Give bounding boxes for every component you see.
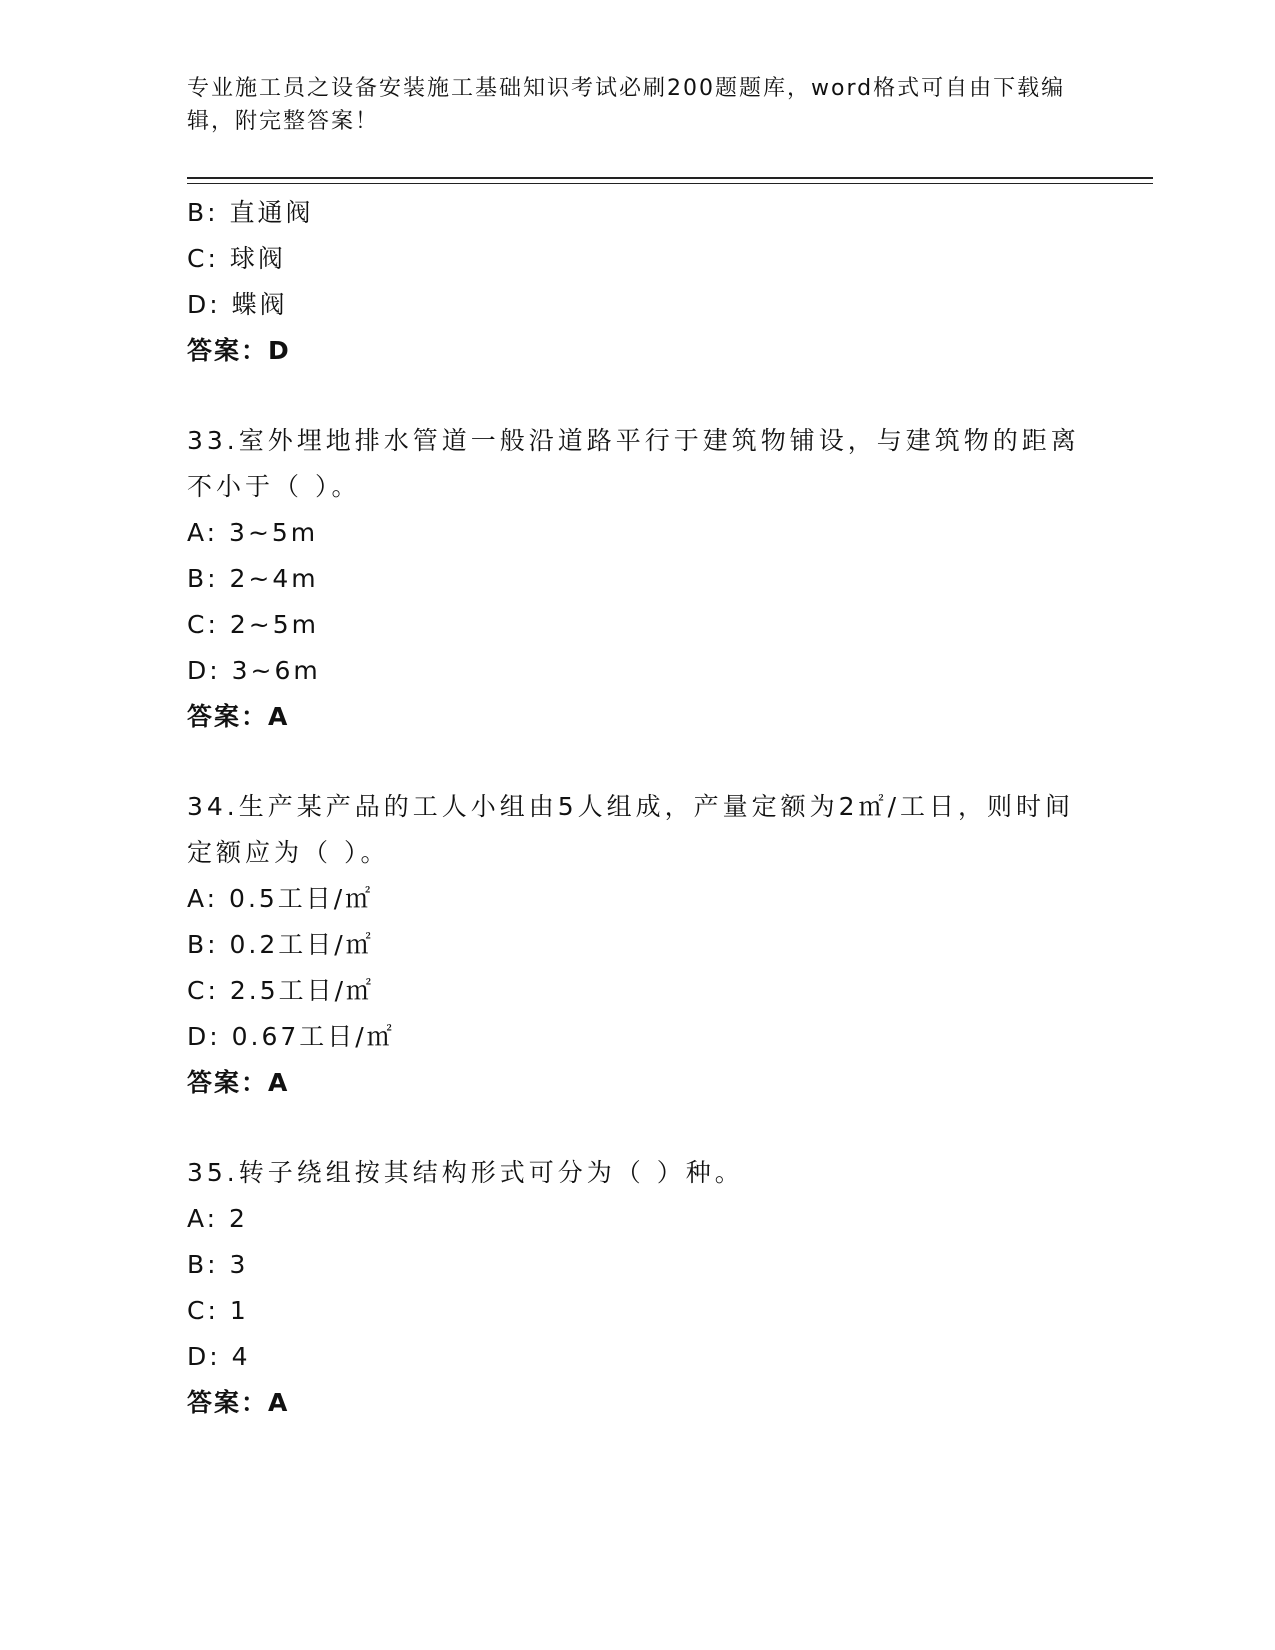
answer-line: 答案：D (187, 336, 291, 365)
answer-line: 答案：A (187, 1388, 290, 1417)
option-a: A: 0.5工日/㎡ (187, 884, 374, 913)
option-c: C: 1 (187, 1296, 249, 1325)
answer-line: 答案：A (187, 1068, 290, 1097)
header-divider-thin (187, 183, 1153, 184)
question-text: 34.生产某产品的工人小组由5人组成，产量定额为2㎡/工日，则时间定额应为（ ）。 (187, 792, 1074, 867)
question-32-partial (187, 190, 1087, 374)
document-header: 专业施工员之设备安装施工基础知识考试必刷200题题库，word格式可自由下载编辑，附完整答案！ (187, 76, 1066, 134)
question-33 (187, 418, 1087, 740)
option-d: D: 4 (187, 1342, 251, 1371)
option-d: D: 0.67工日/㎡ (187, 1022, 395, 1051)
question-34 (187, 784, 1087, 1106)
option-c: C: 球阀 (187, 244, 286, 273)
question-text: 35.转子绕组按其结构形式可分为（ ）种。 (187, 1158, 744, 1187)
option-a: A: 2 (187, 1204, 248, 1233)
option-d: D: 蝶阀 (187, 290, 288, 319)
option-a: A: 3~5m (187, 518, 319, 547)
header-divider-thick (187, 177, 1153, 179)
question-list (187, 190, 1087, 1426)
option-c: C: 2.5工日/㎡ (187, 976, 375, 1005)
question-35 (187, 1150, 1087, 1426)
option-b: B: 0.2工日/㎡ (187, 930, 374, 959)
option-d: D: 3~6m (187, 656, 321, 685)
option-b: B: 2~4m (187, 564, 319, 593)
option-b: B: 3 (187, 1250, 249, 1279)
option-c: C: 2~5m (187, 610, 319, 639)
answer-line: 答案：A (187, 702, 290, 731)
question-text: 33.室外埋地排水管道一般沿道路平行于建筑物铺设，与建筑物的距离不小于（ ）。 (187, 426, 1080, 501)
option-b: B: 直通阀 (187, 198, 314, 227)
